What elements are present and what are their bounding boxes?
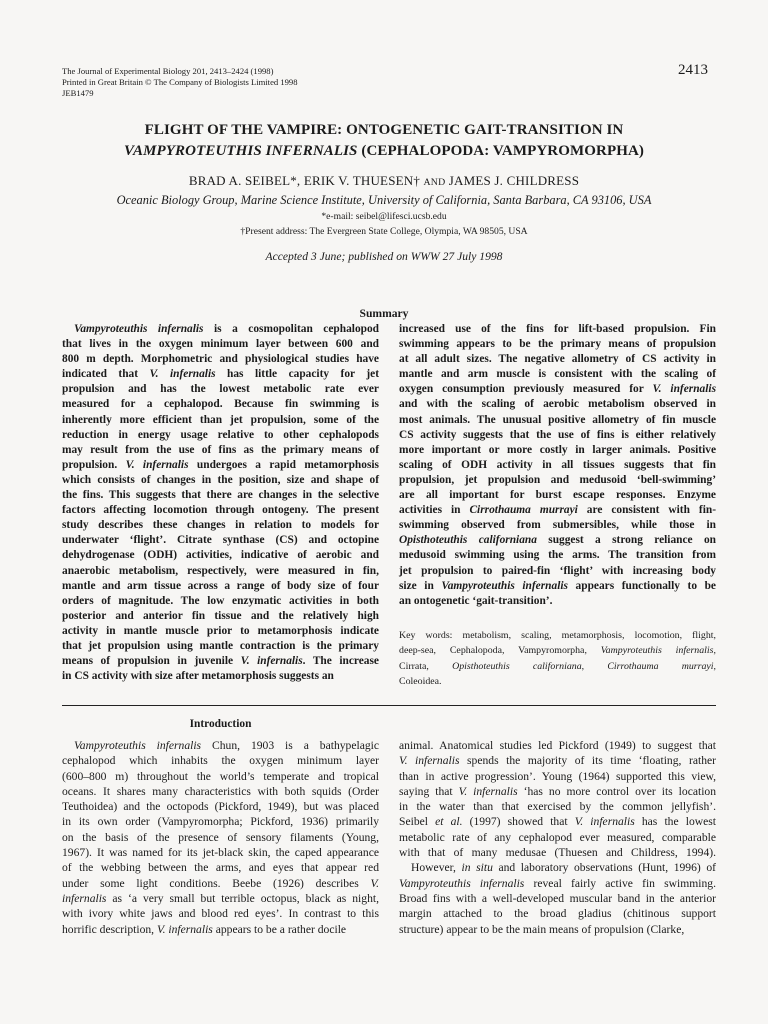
text-run: Broad fins with a well-developed muscular band in the anterior xyxy=(399,891,716,905)
text-run: inherently more efficient than jet propulsion, some of the xyxy=(62,413,379,426)
text-line xyxy=(62,428,379,443)
text-line xyxy=(62,830,379,845)
text-line xyxy=(62,533,379,548)
text-run: anaerobic metabolism, respectively, were measured in fin, xyxy=(62,564,379,577)
text-line xyxy=(399,876,716,891)
italic-term: et al. xyxy=(435,815,463,829)
text-run: mantle and arm muscle is consistent with the scaling of xyxy=(399,368,716,381)
text-line xyxy=(62,654,379,669)
text-run: horrific description, xyxy=(62,922,157,936)
text-run: an ontogenetic ‘gait-transition’. xyxy=(399,594,553,607)
text-run: is a cosmopolitan cephalopod xyxy=(203,323,380,335)
text-line xyxy=(399,473,716,488)
text-run: size in xyxy=(399,579,442,592)
italic-term: murrayi xyxy=(681,660,714,672)
text-line xyxy=(399,814,716,829)
text-run: , xyxy=(713,645,716,657)
introduction-left-column xyxy=(62,738,379,937)
text-run: posterior and anterior fin tissue and the relatively high xyxy=(62,609,379,622)
text-run: However, xyxy=(411,861,462,875)
italic-term: Opisthoteuthis californiana xyxy=(399,534,537,547)
text-run: propulsion. xyxy=(62,458,126,471)
text-run: ‘has no more control over its location xyxy=(517,784,717,798)
italic-term: Opisthoteuthis xyxy=(452,660,510,672)
text-line xyxy=(62,609,379,624)
italic-term: Vampyroteuthis infernalis xyxy=(399,876,525,890)
text-line xyxy=(62,639,379,654)
text-run: (1997) showed that xyxy=(462,815,575,829)
text-line xyxy=(399,382,716,397)
text-line xyxy=(399,799,716,814)
text-run: that lives in the oxygen minimum layer between 600 and xyxy=(62,338,379,351)
section-divider xyxy=(62,705,716,706)
text-line xyxy=(399,769,716,784)
text-line xyxy=(62,579,379,594)
text-run: and with the scaling of aerobic metabolism observed in xyxy=(399,398,716,411)
text-run: . The increase xyxy=(302,655,379,668)
text-line xyxy=(62,769,379,784)
text-run: Seibel xyxy=(399,815,436,829)
text-run: (600–800 m) throughout the world’s temperate and tropical xyxy=(62,769,379,783)
text-line xyxy=(399,753,716,768)
text-line xyxy=(399,488,716,503)
text-run: under some light conditions. Beebe (1926) describes xyxy=(62,876,371,890)
text-line xyxy=(62,382,379,397)
text-line xyxy=(62,860,379,875)
italic-term: Vampyroteuthis infernalis xyxy=(600,645,714,657)
text-run: that jet propulsion using mantle contraction is the primary xyxy=(62,639,379,652)
text-run: CS activity suggests that the use of fins is either relatively xyxy=(399,428,716,441)
paper-title xyxy=(0,120,768,162)
accepted-date: Accepted 3 June; published on WWW 27 July 1998 xyxy=(265,250,503,263)
text-line xyxy=(62,799,379,814)
italic-term: Vampyroteuthis infernalis xyxy=(74,323,204,335)
italic-term: V. infernalis xyxy=(399,754,460,768)
text-run: means of propulsion in juvenile xyxy=(62,655,241,668)
text-run: in its own order (Vampyromorpha; Pickford, 1936) primarily xyxy=(62,815,379,829)
text-run: activity in mantle muscle prior to metamorphosis indicate xyxy=(62,624,379,637)
text-line xyxy=(399,428,716,443)
text-line xyxy=(62,922,379,937)
text-line xyxy=(399,845,716,860)
italic-term: californiana xyxy=(532,660,582,672)
text-run: may result from the use of fins as the primary means of xyxy=(62,443,379,456)
text-line xyxy=(399,564,716,579)
text-run: appears functionally to be xyxy=(567,579,716,592)
text-line xyxy=(62,624,379,639)
text-line xyxy=(62,784,379,799)
journal-line: Printed in Great Britain © The Company of Biologists Limited 1998 xyxy=(62,77,298,88)
title-species: VAMPYROTEUTHIS INFERNALIS xyxy=(123,143,358,159)
text-line xyxy=(399,503,716,518)
text-run: Coleoidea. xyxy=(399,675,442,687)
text-run: most animals. The unusual positive allometry of fin muscle xyxy=(399,413,716,426)
text-run: in the water than that exercised by the common jellyfish’. xyxy=(399,800,716,814)
text-run: measured for a cephalopod. Because fin swimming is xyxy=(62,398,379,411)
text-run: spends the majority of its time ‘floating, rather xyxy=(459,754,716,768)
text-run: jet propulsion to paired-fin ‘flight’ with increasing body xyxy=(399,564,716,577)
italic-term: V. infernalis xyxy=(240,655,303,668)
title-line-1: FLIGHT OF THE VAMPIRE: ONTOGENETIC GAIT-TRANSITION IN xyxy=(144,122,624,138)
text-run: on the basis of the presence of sensory filaments (Young, xyxy=(62,830,379,844)
italic-term: in situ xyxy=(461,861,493,875)
text-line xyxy=(62,413,379,428)
text-line xyxy=(62,564,379,579)
text-run: Cirrata, xyxy=(399,660,453,672)
text-run: propulsion and has the lowest metabolic rate ever xyxy=(62,383,379,396)
text-run: activities in xyxy=(399,504,470,517)
text-run: reduction in energy usage relative to other cephalopods xyxy=(62,428,379,441)
text-run: scaling of ODH activity in all tissues suggests that fin xyxy=(399,458,716,471)
text-run: of the webbing between the arms, and eyes that appear red xyxy=(62,861,379,875)
text-line xyxy=(399,643,716,658)
text-run: more important or more costly in larger animals. Positive xyxy=(399,443,716,456)
text-line xyxy=(62,488,379,503)
authors-part-2: JAMES J. CHILDRESS xyxy=(445,173,580,188)
italic-term: V. infernalis xyxy=(125,458,189,471)
present-address: †Present address: The Evergreen State College, Olympia, WA 98505, USA xyxy=(240,226,528,237)
italic-term: V. infernalis xyxy=(458,784,518,798)
text-run: undergoes a rapid metamorphosis xyxy=(188,458,379,471)
italic-term: V. xyxy=(370,876,379,890)
text-line xyxy=(399,548,716,563)
keywords xyxy=(399,628,716,689)
italic-term: V. infernalis xyxy=(156,922,213,936)
text-run: oxygen consumption previously measured for xyxy=(399,383,653,396)
text-line xyxy=(399,674,716,689)
authors-part-1: BRAD A. SEIBEL*, ERIK V. THUESEN† xyxy=(188,173,424,188)
text-line xyxy=(62,548,379,563)
text-line xyxy=(399,352,716,367)
text-run: has the lowest xyxy=(634,815,716,829)
text-run: are all important for burst escape responses. Enzyme xyxy=(399,489,716,502)
text-line xyxy=(62,891,379,906)
text-run: Chun, 1903 is a bathypelagic xyxy=(201,739,380,752)
text-run: in CS activity with size after metamorphosis suggests an xyxy=(62,670,334,683)
text-run: oceans. It shares many characteristics with both squids (Order xyxy=(62,784,379,798)
text-run: swimming observed from submersibles, while those in xyxy=(399,519,716,532)
text-run: which consists of changes in the position, size and shape of xyxy=(62,473,379,486)
text-line xyxy=(62,473,379,488)
text-run: propulsion, jet propulsion and medusoid ‘bell-swimming’ xyxy=(399,473,716,486)
text-run: with that of many medusae (Thuesen and Childress, 1994). xyxy=(399,846,716,860)
text-line xyxy=(399,533,716,548)
text-line xyxy=(399,784,716,799)
text-line xyxy=(399,628,716,643)
text-run: the fins. This suggests that there are changes in the selective xyxy=(62,489,379,502)
text-line xyxy=(62,458,379,473)
text-line xyxy=(62,352,379,367)
text-line xyxy=(62,738,379,753)
text-run: dehydrogenase (ODH) activities, indicative of aerobic and xyxy=(62,549,379,562)
text-line xyxy=(399,738,716,753)
italic-term: Vampyroteuthis infernalis xyxy=(441,579,568,592)
text-line xyxy=(399,337,716,352)
text-line xyxy=(62,906,379,921)
text-line xyxy=(399,397,716,412)
text-line xyxy=(399,830,716,845)
text-run: than in active progression’. Young (1964) supported this view, xyxy=(399,769,716,783)
italic-term: V. infernalis xyxy=(149,368,216,381)
text-line xyxy=(399,443,716,458)
summary-left-column xyxy=(62,322,379,684)
text-line xyxy=(62,845,379,860)
text-run: Key words: metabolism, scaling, metamorphosis, locomotion, flight, xyxy=(399,630,716,641)
text-line xyxy=(62,322,379,337)
italic-term: infernalis xyxy=(62,891,107,905)
text-line xyxy=(62,518,379,533)
text-line xyxy=(399,594,716,609)
text-run: 800 m depth. Morphometric and physiological studies have xyxy=(62,353,379,366)
text-line xyxy=(399,367,716,382)
text-line xyxy=(62,594,379,609)
corresponding-email: *e-mail: seibel@lifesci.ucsb.edu xyxy=(321,211,447,222)
text-line xyxy=(62,814,379,829)
text-line xyxy=(399,579,716,594)
journal-line: The Journal of Experimental Biology 201, 2413–2424 (1998) xyxy=(62,66,274,76)
text-line xyxy=(399,458,716,473)
text-line xyxy=(399,518,716,533)
text-run: orders of magnitude. The low enzymatic activities in both xyxy=(62,594,379,607)
author-list xyxy=(0,173,768,189)
italic-term: Cirrothauma murrayi xyxy=(469,504,578,517)
text-run: deep-sea, Cephalopoda, Vampyromorpha, xyxy=(399,645,601,657)
text-run: saying that xyxy=(399,784,459,798)
introduction-right-column xyxy=(399,738,716,937)
text-run: metabolic rate of any cephalopod ever measured, comparable xyxy=(399,830,716,844)
text-run: at all adult sizes. The negative allometry of CS activity in xyxy=(399,353,716,366)
text-line xyxy=(399,906,716,921)
text-line xyxy=(62,443,379,458)
text-run: has little capacity for jet xyxy=(215,368,379,381)
italic-term: Cirrothauma xyxy=(607,660,659,672)
text-line xyxy=(62,503,379,518)
authors-and: AND xyxy=(423,177,446,188)
text-run: are consistent with fin- xyxy=(577,504,716,517)
text-line xyxy=(399,322,716,337)
text-run: with ivory white jaws and blood red eyes’. In contrast to this xyxy=(62,907,379,921)
text-run: suggest a strong reliance on xyxy=(536,534,716,547)
text-run: underwater ‘flight’. Citrate synthase (CS) and octopine xyxy=(62,534,379,547)
text-run: swimming appears to be the primary means of propulsion xyxy=(399,338,716,351)
summary-heading: Summary xyxy=(359,307,409,320)
text-run: , xyxy=(581,660,608,672)
text-run: cephalopod which inhabits the oxygen minimum layer xyxy=(62,754,379,768)
text-line xyxy=(62,367,379,382)
text-run: indicated that xyxy=(62,368,150,381)
text-run: medusoid swimming using the arms. The transition from xyxy=(399,549,716,562)
introduction-heading: Introduction xyxy=(189,718,252,730)
text-run: and laboratory observations (Hunt, 1996) of xyxy=(492,861,717,875)
italic-term: Vampyroteuthis infernalis xyxy=(74,739,202,752)
text-run: margin attached to the broad gladius (chitinous support xyxy=(399,907,716,921)
text-line xyxy=(399,413,716,428)
title-order: (CEPHALOPODA: VAMPYROMORPHA) xyxy=(357,143,645,159)
affiliation: Oceanic Biology Group, Marine Science Institute, University of California, Santa Barbara, CA 93106, USA xyxy=(116,193,652,207)
text-run: animal. Anatomical studies led Pickford (1949) to suggest that xyxy=(399,739,716,752)
text-run: as ‘a very small but terrible octopus, black as night, xyxy=(106,891,379,905)
text-line xyxy=(62,876,379,891)
text-line xyxy=(399,659,716,674)
text-run: 1967). It was named for its jet-black skin, the caped appearance xyxy=(62,846,379,860)
text-line xyxy=(62,753,379,768)
text-line xyxy=(62,337,379,352)
journal-line: JEB1479 xyxy=(62,88,94,99)
title-line-2 xyxy=(0,141,768,162)
text-run: appears to be a rather docile xyxy=(212,922,347,936)
text-line xyxy=(62,397,379,412)
text-run: Teuthoidea) and the octopods (Pickford, 1949), but was placed xyxy=(62,800,379,814)
italic-term: V. infernalis xyxy=(652,383,716,396)
text-line xyxy=(399,922,716,937)
page-number: 2413 xyxy=(678,62,708,78)
text-run: increased use of the fins for lift-based propulsion. Fin xyxy=(399,323,716,335)
italic-term: V. infernalis xyxy=(574,815,635,829)
text-line xyxy=(62,669,379,684)
summary-right-column xyxy=(399,322,716,609)
text-run xyxy=(510,661,533,672)
text-run: , xyxy=(713,660,716,672)
journal-citation xyxy=(62,66,298,100)
text-run: structure) appear to be the main means of propulsion (Clarke, xyxy=(399,922,685,936)
text-line xyxy=(399,860,716,875)
text-run: reveal fairly active fin swimming. xyxy=(524,876,717,890)
text-run: mantle and arm tissue across a range of body size of four xyxy=(62,579,379,592)
text-run xyxy=(659,661,682,672)
text-line xyxy=(399,891,716,906)
text-run: study describes these changes in relation to models for xyxy=(62,519,379,532)
text-run: factors affecting locomotion through ontogeny. The present xyxy=(62,504,379,517)
